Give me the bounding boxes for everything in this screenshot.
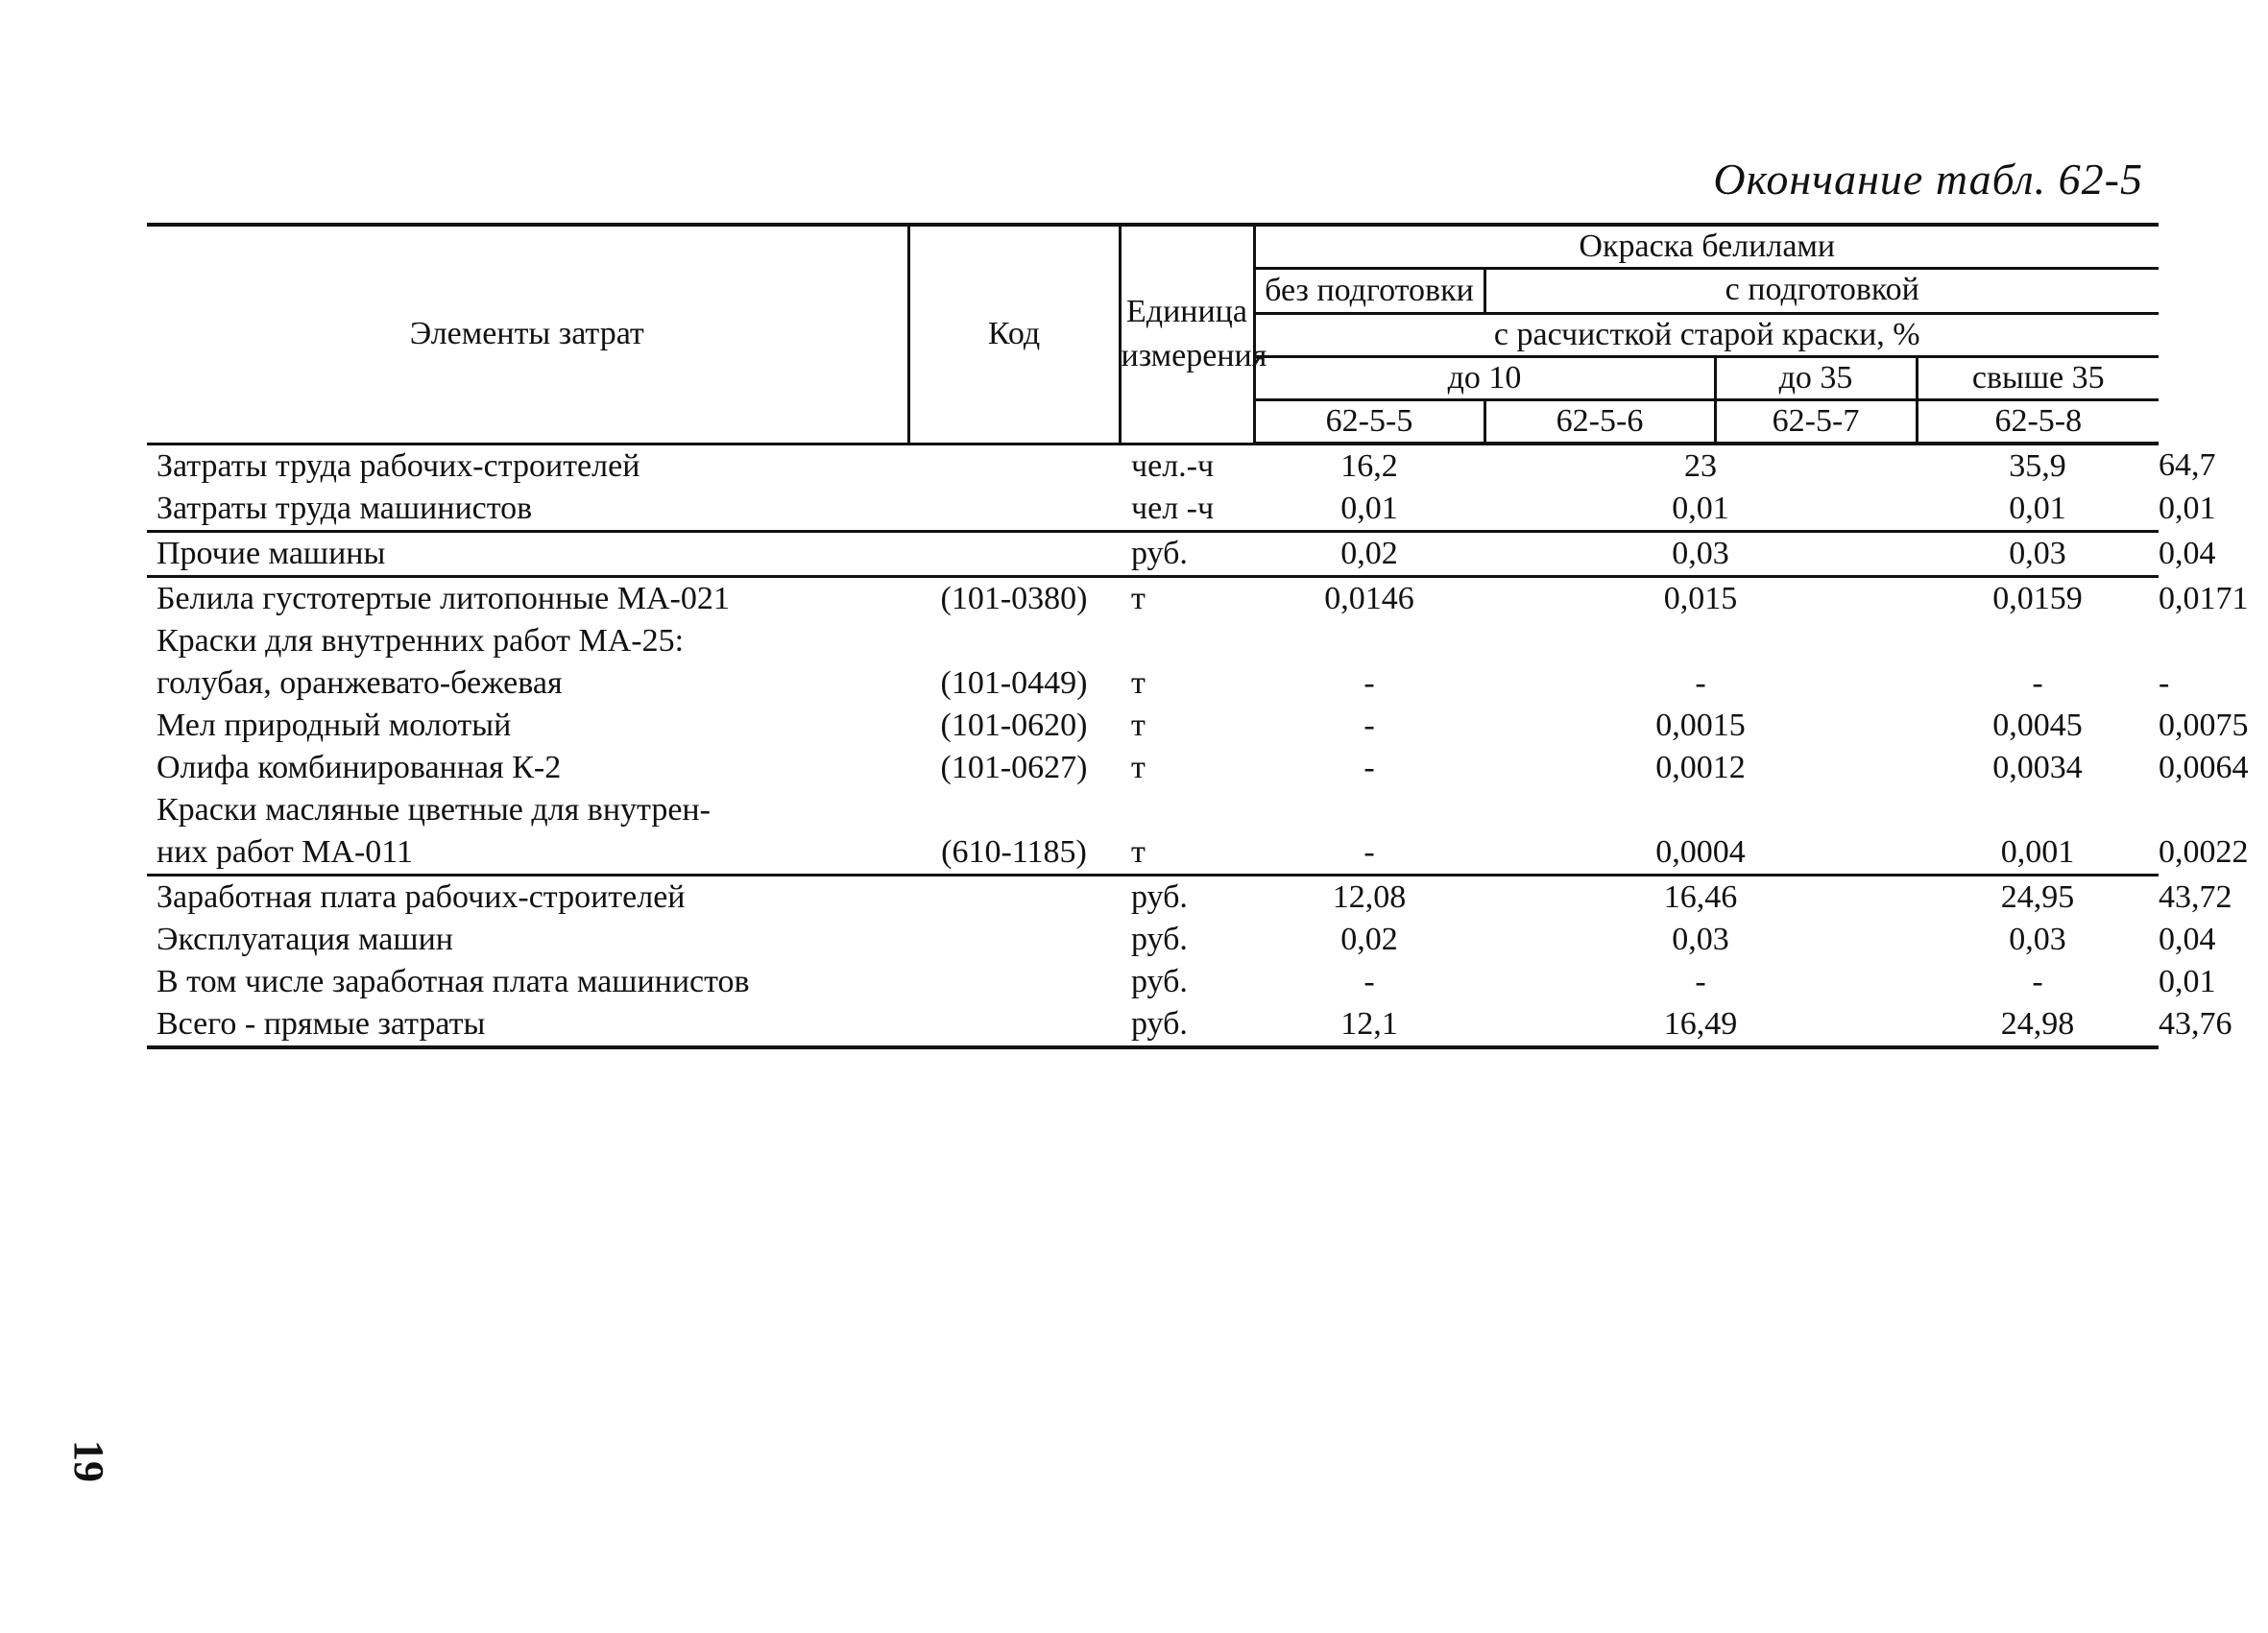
- unit-cell: [1120, 789, 1254, 831]
- header-upto35: до 35: [1715, 357, 1917, 400]
- unit-cell: чел.-ч: [1131, 447, 1215, 484]
- resource-code-cell: (101-0627): [940, 750, 1088, 785]
- value-cell-3: 0,03: [1917, 532, 2159, 577]
- header-paint-group: Окраска белилами: [1254, 225, 2159, 269]
- value-cell-3: 0,0159: [1992, 581, 2083, 616]
- value-cell-2: 0,01: [1484, 488, 1917, 532]
- table-row: Олифа комбинированная К-2 (101-0627) т - 0,0012 0,0034 0,0064: [147, 747, 2159, 789]
- unit-cell: [1120, 620, 1254, 662]
- value-cell-1: 12,08: [1332, 879, 1407, 915]
- value-cell-2: 0,0004: [1484, 831, 1917, 876]
- value-cell-2: 0,03: [1484, 532, 1917, 577]
- value-cell-1: 0,02: [1340, 922, 1398, 957]
- cost-element-cell: Прочие машины: [147, 532, 908, 577]
- header-code-1: 62-5-5: [1254, 400, 1484, 444]
- table-row: них работ МА-011 (610-1185) т - 0,0004 0,001 0,0022: [147, 831, 2159, 876]
- value-cell-2: -: [1695, 964, 1706, 999]
- table-row: Затраты труда машинистов чел -ч 0,01 0,01 0,01 0,01: [147, 488, 2159, 532]
- table-row: Эксплуатация машин руб. 0,02 0,03 0,03 0,04: [147, 919, 2159, 961]
- value-cell-1: 16,2: [1340, 448, 1398, 484]
- page-number: 19: [65, 1440, 112, 1482]
- header-code: Код: [908, 225, 1120, 444]
- resource-code-cell: [908, 532, 1120, 577]
- table-row: Белила густотертые литопонные МА-021 (101-0380) т 0,0146 0,015 0,0159 0,0171: [147, 577, 2159, 621]
- value-cell-2: [1484, 620, 1917, 662]
- table-row: В том числе заработная плата машинистов руб. - - - 0,01: [147, 961, 2159, 1003]
- table-row: [147, 620, 2159, 662]
- value-cell-3: 0,0034: [1992, 750, 2083, 785]
- table-row: Заработная плата рабочих-строителей руб. 12,08 16,46 24,95 43,72: [147, 876, 2159, 920]
- header-upto10: до 10: [1254, 357, 1715, 400]
- table-row: Прочие машины руб. 0,02 0,03 0,03 0,04: [147, 532, 2159, 577]
- value-cell-2: 23: [1684, 448, 1717, 484]
- header-elements: Элементы затрат: [147, 225, 908, 444]
- table-header: [147, 225, 2159, 444]
- table-row: Затраты труда рабочих-строителей чел.-ч 16,2 23 35,9 64,7: [147, 444, 2159, 488]
- cost-element-cell: Краски масляные цветные для внутрен-: [157, 792, 711, 828]
- resource-code-cell: (101-0449): [940, 665, 1088, 701]
- value-cell-2: 0,015: [1663, 581, 1738, 616]
- header-no-prep: без подготовки: [1254, 269, 1484, 314]
- value-cell-1: -: [1363, 665, 1375, 701]
- value-cell-2: 0,0012: [1655, 750, 1746, 785]
- cost-element-cell: голубая, оранжевато-бежевая: [157, 665, 563, 701]
- value-cell-3: -: [2032, 665, 2043, 701]
- value-cell-3: [1917, 620, 2159, 662]
- unit-cell: чел -ч: [1120, 488, 1254, 532]
- header-unit: Единица измерения: [1120, 225, 1254, 444]
- resource-code-cell: [908, 919, 1120, 961]
- value-cell-1: -: [1363, 750, 1375, 785]
- value-cell-3: 24,95: [2000, 879, 2075, 915]
- unit-cell: т: [1131, 750, 1146, 785]
- resource-code-cell: [908, 620, 1120, 662]
- value-cell-3: -: [2032, 964, 2043, 999]
- unit-cell: руб.: [1120, 1003, 1254, 1047]
- value-cell-1: -: [1363, 708, 1375, 743]
- cost-table: [147, 223, 2249, 1049]
- unit-cell: т: [1131, 708, 1146, 743]
- header-with-prep: с подготовкой: [1484, 269, 2159, 314]
- header-over35: свыше 35: [1917, 357, 2159, 400]
- table-body: [147, 444, 2249, 1047]
- unit-cell: руб.: [1131, 922, 1188, 957]
- unit-cell: т: [1120, 831, 1254, 876]
- value-cell-3: 24,98: [1917, 1003, 2159, 1047]
- value-cell-3: 0,001: [1917, 831, 2159, 876]
- cost-element-cell: Эксплуатация машин: [157, 922, 453, 957]
- resource-code-cell: [908, 876, 1120, 920]
- value-cell-1: 12,1: [1254, 1003, 1484, 1047]
- value-cell-3: 0,0045: [1992, 708, 2083, 743]
- unit-cell: т: [1131, 665, 1146, 701]
- value-cell-1: [1254, 789, 1484, 831]
- resource-code-cell: [908, 488, 1120, 532]
- value-cell-1: 0,0146: [1324, 581, 1414, 616]
- value-cell-2: 16,49: [1484, 1003, 1917, 1047]
- resource-code-cell: [908, 444, 1120, 488]
- resource-code-cell: [908, 961, 1120, 1003]
- value-cell-2: 0,0015: [1655, 708, 1746, 743]
- unit-cell: руб.: [1120, 532, 1254, 577]
- resource-code-cell: [908, 789, 1120, 831]
- value-cell-1: 0,01: [1254, 488, 1484, 532]
- value-cell-1: -: [1363, 964, 1375, 999]
- table-row: [147, 789, 2159, 831]
- cost-element-cell: Краски для внутренних работ МА-25:: [157, 623, 685, 659]
- resource-code-cell: (610-1185): [908, 831, 1120, 876]
- value-cell-3: 35,9: [2009, 448, 2066, 484]
- table-row: Мел природный молотый (101-0620) т - 0,0015 0,0045 0,0075: [147, 705, 2159, 747]
- cost-element-cell: Белила густотертые литопонные МА-021: [157, 581, 730, 616]
- table-caption: Окончание табл. 62-5: [1713, 155, 2143, 204]
- value-cell-1: [1254, 620, 1484, 662]
- resource-code-cell: (101-0380): [940, 581, 1088, 616]
- cost-element-cell: Затраты труда рабочих-строителей: [157, 447, 640, 484]
- table-row: Всего - прямые затраты руб. 12,1 16,49 24,98 43,76: [147, 1003, 2159, 1047]
- value-cell-1: 0,02: [1254, 532, 1484, 577]
- value-cell-2: 16,46: [1663, 879, 1738, 915]
- value-cell-3: [1917, 789, 2159, 831]
- header-code-2: 62-5-6: [1484, 400, 1715, 444]
- value-cell-2: 0,03: [1672, 922, 1729, 957]
- cost-element-cell: Заработная плата рабочих-строителей: [157, 879, 686, 915]
- header-code-3: 62-5-7: [1715, 400, 1917, 444]
- resource-code-cell: [908, 1003, 1120, 1047]
- cost-element-cell: Мел природный молотый: [157, 708, 512, 743]
- cost-element-cell: Всего - прямые затраты: [147, 1003, 908, 1047]
- value-cell-3: 0,03: [2009, 922, 2066, 957]
- resource-code-cell: (101-0620): [940, 708, 1088, 743]
- header-cleaning: с расчисткой старой краски, %: [1254, 314, 2159, 357]
- value-cell-3: 0,01: [1917, 488, 2159, 532]
- value-cell-2: -: [1695, 665, 1706, 701]
- value-cell-1: -: [1254, 831, 1484, 876]
- cost-element-cell: В том числе заработная плата машинистов: [157, 964, 750, 999]
- cost-element-cell: Затраты труда машинистов: [147, 488, 908, 532]
- cost-element-cell: Олифа комбинированная К-2: [157, 750, 562, 785]
- cost-element-cell: них работ МА-011: [147, 831, 908, 876]
- unit-cell: руб.: [1131, 964, 1188, 999]
- unit-cell: т: [1131, 581, 1146, 616]
- table-row: голубая, оранжевато-бежевая (101-0449) т - - - -: [147, 662, 2159, 705]
- unit-cell: руб.: [1131, 879, 1188, 915]
- header-code-4: 62-5-8: [1917, 400, 2159, 444]
- value-cell-2: [1484, 789, 1917, 831]
